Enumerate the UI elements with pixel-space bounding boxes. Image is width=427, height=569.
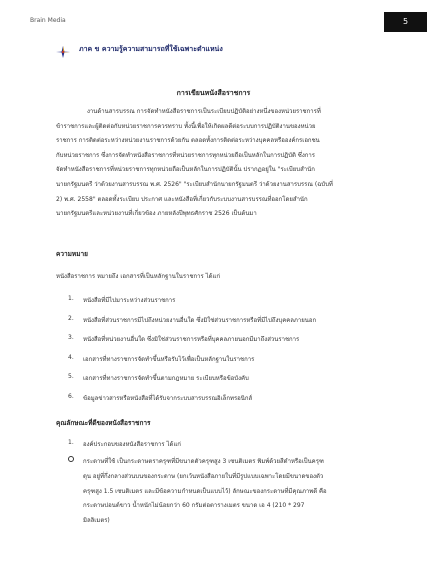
bullet-circle-icon (68, 456, 74, 462)
list-item: 5. เอกสารที่ทางราชการจัดทำขึ้นตามกฎหมาย ระเบียบหรือข้อบังคับ (68, 373, 249, 383)
list-item: 4. เอกสารที่ทางราชการจัดทำขึ้นหรือรับไว้เพื่อเป็นหลักฐานในราชการ (68, 353, 255, 363)
intro-line: กับหน่วยราชการ ซึ่งการจัดทำหนังสือราชการที่หน่วยราชการทุกหน่วยถือเป็นหลักในการปฏิบัติ ซึ่งการ (56, 151, 315, 159)
list-item: 1. หนังสือที่มีไปมาระหว่างส่วนราชการ (68, 295, 176, 304)
definition-text: หนังสือราชการ หมายถึง เอกสารที่เป็นหลักฐานในราชการ ได้แก่ (56, 273, 221, 280)
intro-line: 2) พ.ศ. 2558" ตลอดทั้งระเบียบ ประกาศ และหนังสือที่เกี่ยวกับระบบงานสารบรรณที่ออกโดยสำนัก (56, 195, 308, 203)
section-title: ภาค ข ความรู้ความสามารถที่ใช้เฉพาะตำแหน่ง (79, 44, 223, 53)
intro-line: งานด้านสารบรรณ การจัดทำหนังสือราชการเป็นระเบียบปฏิบัติอย่างหนึ่งของหน่วยราชการที่ (87, 108, 321, 115)
header-brand: Brain Media (30, 17, 66, 24)
intro-line: ข้าราชการและผู้ติดต่อกับหน่วยราชการควรทราบ ทั้งนี้เพื่อให้เกิดผลดีต่อระบบการปฏิบัติงานของหน่วย (56, 122, 316, 130)
list-item: 2. หนังสือที่ส่วนราชการมีไปถึงหน่วยงานอื่นใด ซึ่งมิใช่ส่วนราชการหรือที่มีไปถึงบุคคลภายนอก (68, 314, 317, 324)
list-item: 6. ข้อมูลข่าวสารหรือหนังสือที่ได้รับจากระบบสารบรรณอิเล็กทรอนิกส์ (68, 392, 253, 402)
page-title: การเขียนหนังสือราชการ (176, 89, 251, 97)
list-item: 3. หนังสือที่หน่วยงานอื่นใด ซึ่งมิใช่ส่วนราชการหรือที่บุคคลภายนอกมีมาถึงส่วนราชการ (68, 334, 300, 344)
definition-heading: ความหมาย (56, 250, 88, 258)
characteristics-heading: คุณลักษณะที่ดีของหนังสือราชการ (56, 419, 151, 427)
intro-paragraph (56, 105, 382, 222)
bullet-item (68, 455, 383, 529)
intro-line: นายกรัฐมนตรี ว่าด้วยงานสารบรรณ พ.ศ. 2526" "ระเบียบสำนักนายกรัฐมนตรี ว่าด้วยงานสารบรรณ (ฉบับที่ (56, 180, 333, 188)
list-item: 1. องค์ประกอบของหนังสือราชการ ได้แก่ (68, 439, 181, 448)
definition-list (68, 295, 316, 413)
intro-line: ราชการ การติดต่อระหว่างหน่วยงานราชการด้วยกัน ตลอดทั้งการติดต่อระหว่างบุคคลหรือองค์กรเอกชน (56, 137, 320, 145)
intro-line: นายกรัฐมนตรีและหน่วยงานที่เกี่ยวข้อง ภายหลังปีพุทธศักราช 2526 เป็นต้นมา (56, 210, 257, 218)
compass-pin-icon (56, 43, 70, 55)
section-header (56, 43, 223, 55)
page-number: 5 (384, 12, 427, 32)
intro-line: จัดทำหนังสือราชการที่หน่วยราชการทุกหน่วยถือเป็นหลักในการปฏิบัตินั้น ปรากฏอยู่ใน "ระเบียบสำนัก (56, 166, 315, 174)
bullet-text: กระดาษที่ใช้ เป็นกระดาษตราครุฑที่มีขนาดตัวครุฑสูง 3 เซนติเมตร พิมพ์ด้วยสีดำหรือเป็นครุฑ ดุน อยู่ที่กึ่งกลางส่วนบนของกระดาษ (ยกเว้นหนังสือภายในที่มีรูปแบบเฉพาะโดยมีขนาดของตัว ครุฑสูง 1.5 เซนติเมตร และมีข้อความกำหนดเป็นแบบไว้) ลักษณะของกระดาษที่มีคุณภาพดี คือ กระดาษปอนด์ขาว น้ำหนักไม่น้อยกว่า 60 กรัมต่อตารางเมตร ขนาด เอ 4 (210 * 297 มิลลิเมตร) (83, 458, 327, 525)
